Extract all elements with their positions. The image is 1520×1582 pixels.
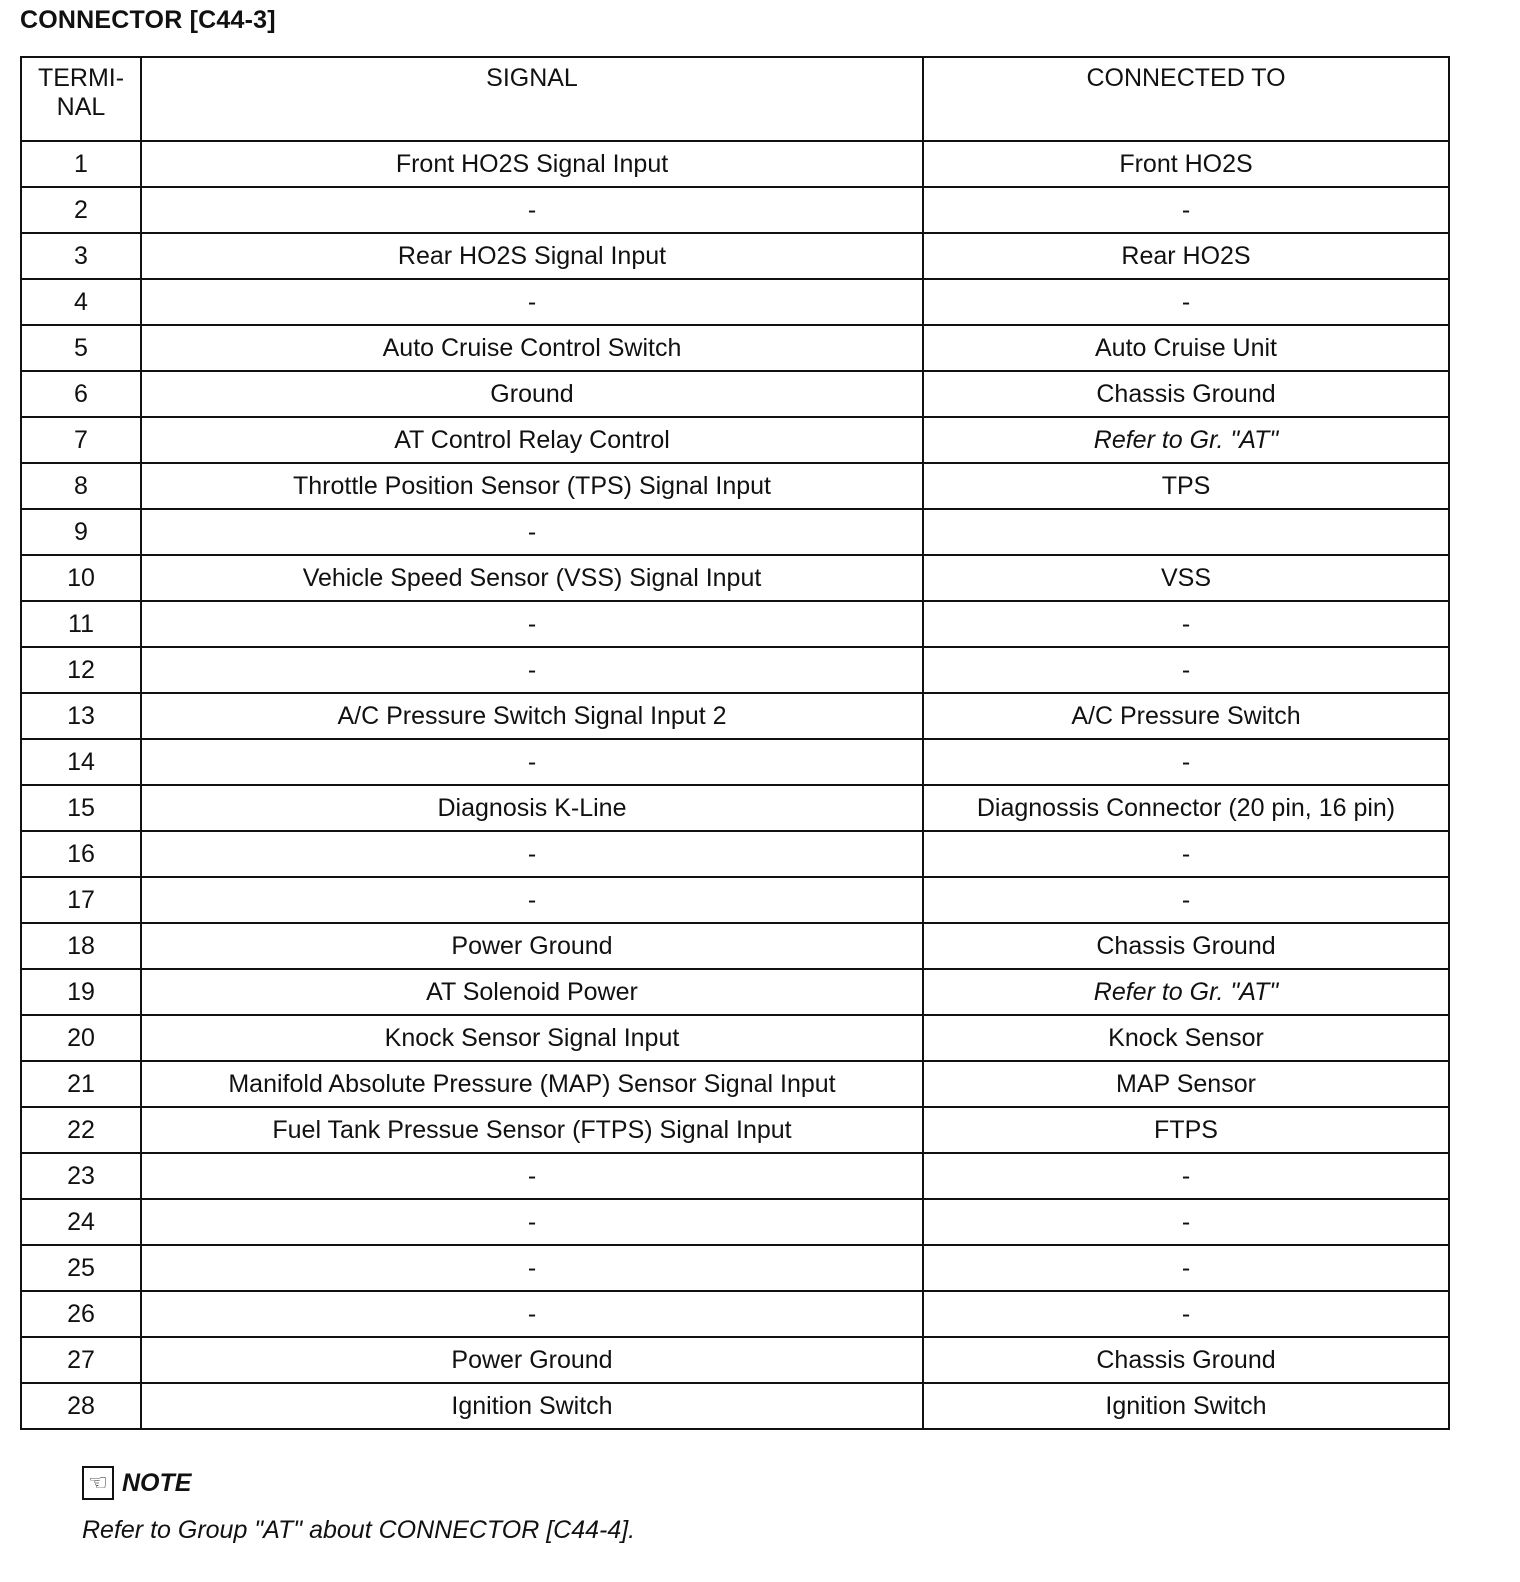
signal-cell: - bbox=[141, 1153, 923, 1199]
connected-to-cell: Refer to Gr. "AT" bbox=[923, 969, 1449, 1015]
table-row bbox=[21, 509, 1449, 555]
connected-to-cell: - bbox=[923, 1153, 1449, 1199]
terminal-cell: 16 bbox=[21, 831, 141, 877]
table-row bbox=[21, 601, 1449, 647]
connected-to-cell: - bbox=[923, 279, 1449, 325]
terminal-cell: 28 bbox=[21, 1383, 141, 1429]
connected-to-cell: - bbox=[923, 187, 1449, 233]
signal-cell: Fuel Tank Pressue Sensor (FTPS) Signal Input bbox=[141, 1107, 923, 1153]
terminal-cell: 5 bbox=[21, 325, 141, 371]
terminal-cell: 23 bbox=[21, 1153, 141, 1199]
signal-cell: Rear HO2S Signal Input bbox=[141, 233, 923, 279]
table-row bbox=[21, 417, 1449, 463]
table-row bbox=[21, 1245, 1449, 1291]
table-row bbox=[21, 785, 1449, 831]
terminal-cell: 8 bbox=[21, 463, 141, 509]
terminal-cell: 12 bbox=[21, 647, 141, 693]
signal-cell: - bbox=[141, 1245, 923, 1291]
table-row bbox=[21, 141, 1449, 187]
table-row bbox=[21, 233, 1449, 279]
terminal-cell: 27 bbox=[21, 1337, 141, 1383]
signal-cell: Knock Sensor Signal Input bbox=[141, 1015, 923, 1061]
terminal-cell: 18 bbox=[21, 923, 141, 969]
signal-cell: - bbox=[141, 279, 923, 325]
signal-cell: Power Ground bbox=[141, 1337, 923, 1383]
signal-cell: Power Ground bbox=[141, 923, 923, 969]
terminal-cell: 26 bbox=[21, 1291, 141, 1337]
table-row bbox=[21, 1337, 1449, 1383]
table-row bbox=[21, 693, 1449, 739]
table-row bbox=[21, 371, 1449, 417]
signal-cell: A/C Pressure Switch Signal Input 2 bbox=[141, 693, 923, 739]
table-row bbox=[21, 877, 1449, 923]
table-row bbox=[21, 187, 1449, 233]
terminal-cell: 7 bbox=[21, 417, 141, 463]
terminal-cell: 21 bbox=[21, 1061, 141, 1107]
table-row bbox=[21, 1153, 1449, 1199]
note-label: NOTE bbox=[122, 1468, 192, 1497]
connected-to-cell: MAP Sensor bbox=[923, 1061, 1449, 1107]
signal-cell: - bbox=[141, 509, 923, 555]
header-terminal bbox=[21, 57, 141, 141]
terminal-cell: 2 bbox=[21, 187, 141, 233]
header-terminal-label: TERMI- NAL bbox=[37, 64, 125, 121]
connected-to-cell: - bbox=[923, 601, 1449, 647]
signal-cell: - bbox=[141, 647, 923, 693]
signal-cell: Ignition Switch bbox=[141, 1383, 923, 1429]
page-title: CONNECTOR [C44-3] bbox=[20, 6, 276, 34]
connected-to-cell: TPS bbox=[923, 463, 1449, 509]
table-row bbox=[21, 325, 1449, 371]
connected-to-cell: Chassis Ground bbox=[923, 371, 1449, 417]
signal-cell: AT Control Relay Control bbox=[141, 417, 923, 463]
terminal-cell: 10 bbox=[21, 555, 141, 601]
connected-to-cell: Rear HO2S bbox=[923, 233, 1449, 279]
terminal-cell: 1 bbox=[21, 141, 141, 187]
table-row bbox=[21, 1015, 1449, 1061]
table-row bbox=[21, 969, 1449, 1015]
signal-cell: - bbox=[141, 601, 923, 647]
signal-cell: - bbox=[141, 187, 923, 233]
terminal-cell: 9 bbox=[21, 509, 141, 555]
signal-cell: Ground bbox=[141, 371, 923, 417]
signal-cell: Throttle Position Sensor (TPS) Signal Input bbox=[141, 463, 923, 509]
terminal-cell: 4 bbox=[21, 279, 141, 325]
signal-cell: - bbox=[141, 1291, 923, 1337]
connected-to-cell: - bbox=[923, 877, 1449, 923]
table-row bbox=[21, 1061, 1449, 1107]
terminal-cell: 19 bbox=[21, 969, 141, 1015]
terminal-cell: 25 bbox=[21, 1245, 141, 1291]
table-row bbox=[21, 1107, 1449, 1153]
signal-cell: - bbox=[141, 739, 923, 785]
table-row bbox=[21, 923, 1449, 969]
terminal-cell: 3 bbox=[21, 233, 141, 279]
table-row bbox=[21, 1383, 1449, 1429]
connected-to-cell: Refer to Gr. "AT" bbox=[923, 417, 1449, 463]
connected-to-cell: - bbox=[923, 831, 1449, 877]
signal-cell: - bbox=[141, 831, 923, 877]
table-row bbox=[21, 1199, 1449, 1245]
connector-pin-table bbox=[20, 56, 1450, 1430]
table-row bbox=[21, 463, 1449, 509]
connected-to-cell: Front HO2S bbox=[923, 141, 1449, 187]
table-row bbox=[21, 279, 1449, 325]
header-connected-to: CONNECTED TO bbox=[923, 57, 1449, 141]
connected-to-cell: Auto Cruise Unit bbox=[923, 325, 1449, 371]
terminal-cell: 20 bbox=[21, 1015, 141, 1061]
connected-to-cell: VSS bbox=[923, 555, 1449, 601]
terminal-cell: 17 bbox=[21, 877, 141, 923]
connected-to-cell: - bbox=[923, 739, 1449, 785]
connected-to-cell: Diagnossis Connector (20 pin, 16 pin) bbox=[923, 785, 1449, 831]
signal-cell: - bbox=[141, 877, 923, 923]
table-row bbox=[21, 739, 1449, 785]
signal-cell: Manifold Absolute Pressure (MAP) Sensor Signal Input bbox=[141, 1061, 923, 1107]
signal-cell: Vehicle Speed Sensor (VSS) Signal Input bbox=[141, 555, 923, 601]
connected-to-cell: A/C Pressure Switch bbox=[923, 693, 1449, 739]
terminal-cell: 13 bbox=[21, 693, 141, 739]
terminal-cell: 22 bbox=[21, 1107, 141, 1153]
table-row bbox=[21, 831, 1449, 877]
connected-to-cell: - bbox=[923, 1291, 1449, 1337]
connected-to-cell: - bbox=[923, 647, 1449, 693]
terminal-cell: 24 bbox=[21, 1199, 141, 1245]
table-row bbox=[21, 555, 1449, 601]
connected-to-cell bbox=[923, 509, 1449, 555]
terminal-cell: 6 bbox=[21, 371, 141, 417]
table-header-row bbox=[21, 57, 1449, 141]
note-heading bbox=[82, 1466, 191, 1500]
connected-to-cell: Chassis Ground bbox=[923, 923, 1449, 969]
connected-to-cell: - bbox=[923, 1199, 1449, 1245]
terminal-cell: 14 bbox=[21, 739, 141, 785]
signal-cell: Auto Cruise Control Switch bbox=[141, 325, 923, 371]
signal-cell: - bbox=[141, 1199, 923, 1245]
connected-to-cell: Ignition Switch bbox=[923, 1383, 1449, 1429]
terminal-cell: 11 bbox=[21, 601, 141, 647]
header-signal: SIGNAL bbox=[141, 57, 923, 141]
connected-to-cell: Chassis Ground bbox=[923, 1337, 1449, 1383]
note-text: Refer to Group "AT" about CONNECTOR [C44-4]. bbox=[82, 1516, 636, 1544]
signal-cell: Front HO2S Signal Input bbox=[141, 141, 923, 187]
signal-cell: Diagnosis K-Line bbox=[141, 785, 923, 831]
table-row bbox=[21, 1291, 1449, 1337]
note-hand-icon: ☜ bbox=[82, 1466, 114, 1500]
connected-to-cell: FTPS bbox=[923, 1107, 1449, 1153]
terminal-cell: 15 bbox=[21, 785, 141, 831]
signal-cell: AT Solenoid Power bbox=[141, 969, 923, 1015]
table-row bbox=[21, 647, 1449, 693]
connected-to-cell: Knock Sensor bbox=[923, 1015, 1449, 1061]
connected-to-cell: - bbox=[923, 1245, 1449, 1291]
